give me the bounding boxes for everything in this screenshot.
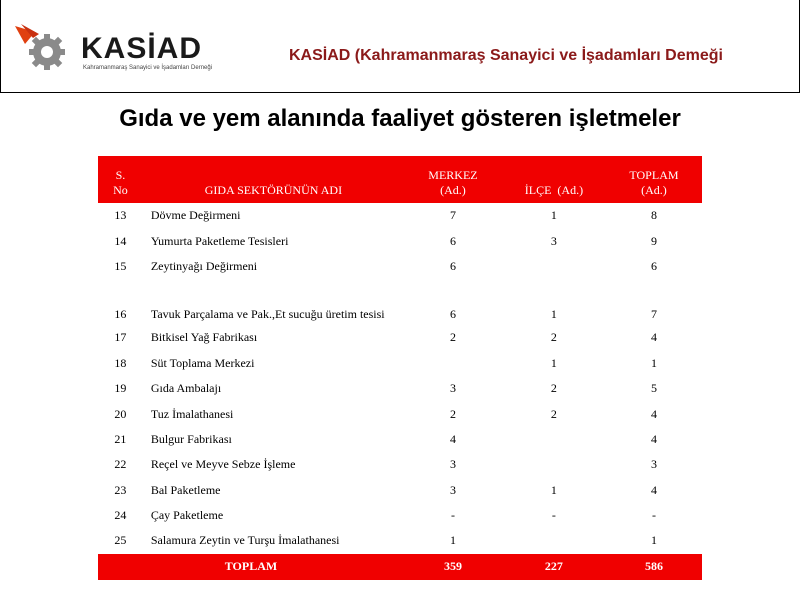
- header-sector-name: [143, 156, 404, 203]
- header-ilce-text: İLÇE (Ad.): [524, 183, 584, 197]
- header-merkez-text: MERKEZ (Ad.): [428, 168, 478, 197]
- row-number: 14: [114, 233, 127, 248]
- kasiad-logo: [13, 22, 228, 74]
- row-toplam: 8: [650, 208, 657, 223]
- row-toplam: -: [651, 508, 656, 523]
- table-row: [98, 228, 702, 253]
- row-number: 13: [114, 208, 127, 223]
- row-ilce: [502, 452, 606, 477]
- row-number: 15: [114, 258, 127, 273]
- row-ilce: 1: [550, 482, 557, 497]
- row-sector-name: Süt Toplama Merkezi: [150, 355, 255, 370]
- row-number: 21: [114, 431, 127, 446]
- header-bar: [0, 0, 800, 93]
- table-row: [98, 503, 702, 528]
- header-ilce: [502, 156, 606, 203]
- row-toplam: 4: [650, 431, 657, 446]
- row-sector-name: Yumurta Paketleme Tesisleri: [150, 233, 289, 248]
- row-ilce: [502, 427, 606, 452]
- row-sector-name: Bulgur Fabrikası: [150, 431, 232, 446]
- row-sector-name: Bal Paketleme: [150, 482, 221, 497]
- row-merkez: 2: [449, 330, 456, 345]
- row-ilce: 3: [550, 233, 557, 248]
- row-number: 23: [114, 482, 127, 497]
- table-row: [98, 427, 702, 452]
- row-ilce: 1: [550, 208, 557, 223]
- row-merkez: 6: [449, 233, 456, 248]
- row-toplam: 9: [650, 233, 657, 248]
- header-sector-name-text: GIDA SEKTÖRÜNÜN ADI: [204, 183, 343, 197]
- row-merkez: 6: [449, 307, 456, 322]
- row-merkez: 3: [449, 482, 456, 497]
- row-merkez: 7: [449, 208, 456, 223]
- table-row: [98, 452, 702, 477]
- row-toplam: 5: [650, 381, 657, 396]
- total-merkez: 359: [404, 554, 502, 580]
- row-number: 22: [114, 457, 127, 472]
- table-body: [98, 203, 702, 554]
- row-number: 20: [114, 406, 127, 421]
- table-row: [98, 203, 702, 228]
- row-merkez: -: [450, 508, 455, 523]
- row-sector-name: Reçel ve Meyve Sebze İşleme: [150, 457, 296, 472]
- total-label: TOPLAM: [98, 554, 404, 580]
- table-row: [98, 478, 702, 503]
- row-number: 19: [114, 381, 127, 396]
- row-merkez: [404, 351, 502, 376]
- row-toplam: 1: [650, 533, 657, 548]
- row-number: 18: [114, 355, 127, 370]
- row-sector-name: Çay Paketleme: [150, 508, 224, 523]
- row-sector-name: Zeytinyağı Değirmeni: [150, 258, 258, 273]
- table-row: [98, 279, 702, 325]
- logo-wordmark: KASİAD: [81, 32, 203, 65]
- row-merkez: 2: [449, 406, 456, 421]
- header-merkez: [404, 156, 502, 203]
- row-ilce: 2: [550, 330, 557, 345]
- row-ilce: 1: [550, 355, 557, 370]
- row-number: 24: [114, 508, 127, 523]
- row-ilce: 1: [550, 307, 557, 322]
- row-toplam: 3: [650, 457, 657, 472]
- row-merkez: 4: [449, 431, 456, 446]
- table-row: [98, 254, 702, 279]
- table-row: [98, 401, 702, 426]
- row-ilce: [502, 254, 606, 279]
- row-number: 16: [114, 307, 127, 322]
- row-toplam: 4: [650, 482, 657, 497]
- row-merkez: 6: [449, 258, 456, 273]
- table-header-row: [98, 156, 702, 203]
- row-ilce: 2: [550, 381, 557, 396]
- total-toplam: 586: [606, 554, 702, 580]
- logo-subtext: Kahramanmaraş Sanayici ve İşadamları Derneği: [83, 65, 213, 71]
- row-sector-name: Gıda Ambalajı: [150, 381, 222, 396]
- header-toplam-text: TOPLAM (Ad.): [629, 168, 679, 197]
- row-sector-name: Dövme Değirmeni: [150, 208, 241, 223]
- row-number: 25: [114, 533, 127, 548]
- row-sector-name: Tavuk Parçalama ve Pak.,Et sucuğu üretim tesisi: [150, 307, 385, 322]
- row-merkez: 3: [449, 457, 456, 472]
- header-no-text: S. No: [113, 168, 128, 197]
- row-merkez: 1: [449, 533, 456, 548]
- row-toplam: 1: [650, 355, 657, 370]
- row-toplam: 7: [650, 307, 657, 322]
- page-title: Gıda ve yem alanında faaliyet gösteren işletmeler: [119, 105, 681, 132]
- row-toplam: 6: [650, 258, 657, 273]
- row-toplam: 4: [650, 406, 657, 421]
- header-toplam: [606, 156, 702, 203]
- total-ilce: 227: [502, 554, 606, 580]
- row-ilce: 2: [550, 406, 557, 421]
- header-no: [98, 156, 143, 203]
- row-toplam: 4: [650, 330, 657, 345]
- table-row: [98, 376, 702, 401]
- table-row: [98, 325, 702, 350]
- table-row: [98, 351, 702, 376]
- row-ilce: -: [551, 508, 556, 523]
- row-ilce: [502, 528, 606, 553]
- gear-logo-icon: [13, 22, 73, 74]
- row-sector-name: Salamura Zeytin ve Turşu İmalathanesi: [150, 533, 340, 548]
- row-sector-name: Tuz İmalathanesi: [150, 406, 234, 421]
- total-row: [98, 554, 702, 580]
- table-row: [98, 528, 702, 553]
- organization-title: KASİAD (Kahramanmaraş Sanayici ve İşadamları Demeği: [289, 47, 723, 64]
- row-number: 17: [114, 330, 127, 345]
- row-merkez: 3: [449, 381, 456, 396]
- row-sector-name: Bitkisel Yağ Fabrikası: [150, 330, 258, 345]
- sector-table: [98, 156, 702, 580]
